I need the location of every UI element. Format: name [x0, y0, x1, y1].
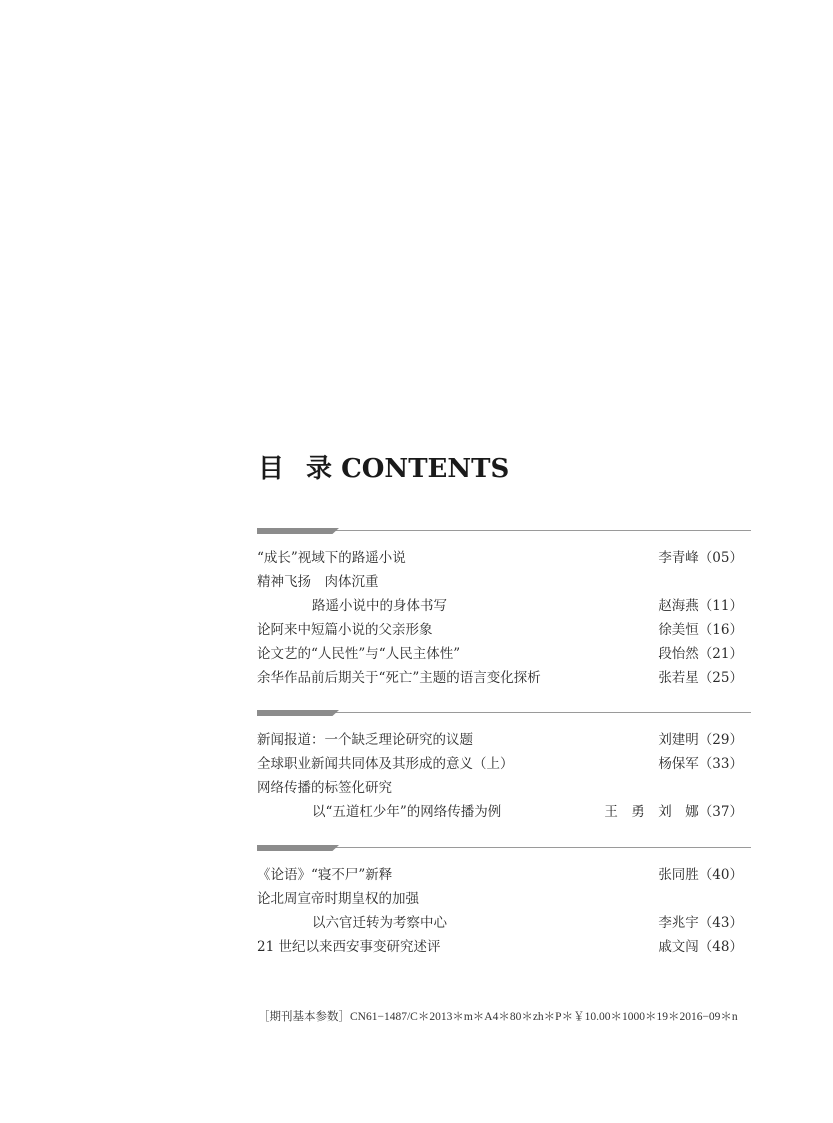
entry-title: 《论语》“寝不尸”新释 [257, 867, 393, 883]
heading-mu: 目 [258, 454, 285, 484]
entry-title: 以六官迁转为考察中心 [312, 915, 447, 931]
entry-title: 论北周宣帝时期皇权的加强 [257, 891, 419, 907]
toc-entry[interactable] [257, 666, 751, 690]
toc-entry-subtitle[interactable] [257, 911, 751, 935]
toc-entries [257, 728, 751, 824]
toc-entry[interactable] [257, 776, 751, 800]
section-divider [257, 528, 751, 536]
entry-author-page: 杨保军（33） [658, 756, 743, 772]
toc-entry[interactable] [257, 642, 751, 666]
toc-section-2 [257, 710, 751, 824]
toc-section-3 [257, 845, 751, 959]
entry-title: 论文艺的“人民性”与“人民主体性” [257, 646, 461, 662]
entry-author-page: 赵海燕（11） [658, 598, 743, 614]
journal-parameters: ［期刊基本参数］CN61−1487/C＊2013＊m＊A4＊80＊zh＊P＊￥10.00＊1000＊19＊2016−09＊n [258, 1011, 738, 1023]
section-divider [257, 710, 751, 718]
entry-author-page: 刘建明（29） [658, 732, 743, 748]
entry-author-page: 李兆宇（43） [658, 915, 743, 931]
toc-entry[interactable] [257, 728, 751, 752]
entry-title: 新闻报道：一个缺乏理论研究的议题 [257, 732, 473, 748]
entry-title: 全球职业新闻共同体及其形成的意义（上） [257, 756, 514, 772]
entry-author-page: 李青峰（05） [658, 550, 743, 566]
entry-title: 论阿来中短篇小说的父亲形象 [257, 622, 433, 638]
entry-author-page: 张若星（25） [658, 670, 743, 686]
toc-entry-subtitle[interactable] [257, 800, 751, 824]
entry-author-page: 段怡然（21） [658, 646, 743, 662]
contents-heading [258, 448, 509, 485]
toc-entry[interactable] [257, 863, 751, 887]
toc-entry[interactable] [257, 546, 751, 570]
entry-title: 余华作品前后期关于“死亡”主题的语言变化探析 [257, 670, 541, 686]
toc-entry[interactable] [257, 752, 751, 776]
entry-author-page: 张同胜（40） [658, 867, 743, 883]
entry-title: 网络传播的标签化研究 [257, 780, 392, 796]
entry-title: 以“五道杠少年”的网络传播为例 [312, 804, 502, 820]
entry-author-page: 徐美恒（16） [658, 622, 743, 638]
entry-title: 精神飞扬 肉体沉重 [257, 574, 379, 590]
toc-entry[interactable] [257, 887, 751, 911]
toc-entry-subtitle[interactable] [257, 594, 751, 618]
toc-entry[interactable] [257, 935, 751, 959]
entry-title: “成长”视域下的路遥小说 [257, 550, 406, 566]
section-divider [257, 845, 751, 853]
toc-entries [257, 863, 751, 959]
toc-entry[interactable] [257, 570, 751, 594]
entry-author-page: 王 勇 刘 娜（37） [604, 804, 743, 820]
toc-section-1 [257, 528, 751, 690]
heading-lu: 录 [306, 454, 333, 484]
entry-author-page: 戚文闯（48） [658, 939, 743, 955]
toc-entries [257, 546, 751, 690]
heading-en: CONTENTS [341, 454, 510, 484]
entry-title: 路遥小说中的身体书写 [312, 598, 447, 614]
toc-entry[interactable] [257, 618, 751, 642]
entry-title: 21 世纪以来西安事变研究述评 [257, 939, 441, 955]
